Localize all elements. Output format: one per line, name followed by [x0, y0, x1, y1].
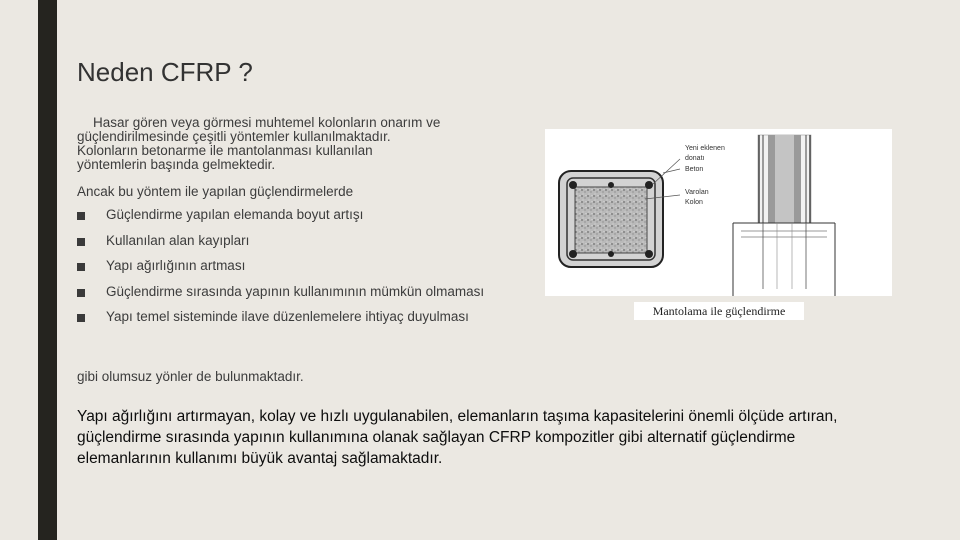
- label-kolon: Kolon: [685, 199, 703, 206]
- bullet-square-icon: [77, 314, 85, 322]
- label-beton: Beton: [685, 166, 704, 173]
- jacketing-diagram: [545, 129, 892, 296]
- list-item: [77, 232, 507, 248]
- list-item-text: Güçlendirme sırasında yapının kullanımının mümkün olmaması: [106, 283, 485, 299]
- list-item-text: Kullanılan alan kayıpları: [106, 232, 250, 248]
- rebar-dot: [569, 250, 577, 258]
- label-donati: donatı: [685, 155, 705, 162]
- elevation-core-inner: [775, 135, 794, 223]
- rebar-dot: [569, 181, 577, 189]
- list-item: [77, 209, 507, 222]
- tail-text: gibi olumsuz yönler de bulunmaktadır.: [77, 369, 304, 384]
- intro-line: yöntemlerin başında gelmektedir.: [77, 157, 276, 172]
- leader-line: [663, 169, 680, 173]
- rebar-dot: [608, 251, 614, 257]
- label-varolan: Varolan: [685, 189, 709, 196]
- list-item-text: Yapı temel sisteminde ilave düzenlemelere ihtiyaç duyulması: [106, 309, 469, 324]
- rebar-dot: [608, 182, 614, 188]
- left-accent-bar: [38, 0, 57, 540]
- bullet-square-icon: [77, 212, 85, 220]
- bullet-square-icon: [77, 289, 85, 297]
- rebar-dot: [645, 181, 653, 189]
- conclusion-text: Yapı ağırlığını artırmayan, kolay ve hızlı uygulanabilen, elemanların taşıma kapasitelerini önemli ölçüde artıran, güçlendirme sırasında yapının kullanımına olanak sağlayan CFRP kompozitler gibi alternatif güçlendirme elemanlarının kullanımı büyük avantaj sağlamaktadır.: [77, 408, 838, 467]
- slide-title: Neden CFRP ?: [77, 57, 253, 87]
- bullet-square-icon: [77, 238, 85, 246]
- lead-text: Ancak bu yöntem ile yapılan güçlendirmelerde: [77, 184, 354, 199]
- label-yeni-eklenen: Yeni eklenen: [685, 145, 725, 152]
- list-item-text: Yapı ağırlığının artması: [106, 258, 246, 273]
- list-item: [77, 311, 507, 324]
- list-item-text: Güçlendirme yapılan elemanda boyut artışı: [106, 207, 364, 222]
- list-item: [77, 283, 507, 299]
- existing-column-core: [575, 187, 647, 253]
- intro-line: Kolonların betonarme ile mantolanması kullanılan: [77, 143, 373, 158]
- figure-caption: Mantolama ile güçlendirme: [634, 302, 804, 320]
- intro-line: güçlendirilmesinde çeşitli yöntemler kullanılmaktadır.: [77, 129, 391, 144]
- bullet-square-icon: [77, 263, 85, 271]
- intro-paragraph: [77, 116, 517, 172]
- column-jacketing-figure: [545, 129, 892, 296]
- drawback-list: [77, 209, 507, 337]
- intro-line: Hasar gören veya görmesi muhtemel kolonların onarım ve: [93, 115, 441, 130]
- list-item: [77, 260, 507, 273]
- rebar-dot: [645, 250, 653, 258]
